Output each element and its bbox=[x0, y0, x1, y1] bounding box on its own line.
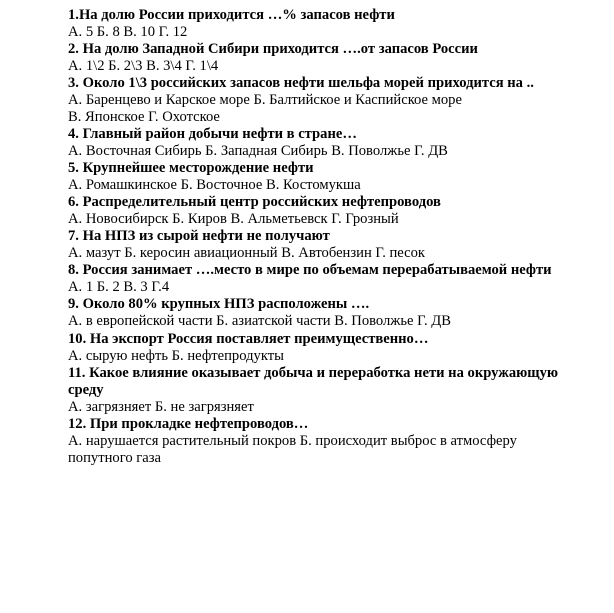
question-9: 9. Около 80% крупных НПЗ расположены …. bbox=[68, 296, 370, 312]
answer-10: А. сырую нефть Б. нефтепродукты bbox=[68, 348, 284, 364]
answer-8: А. 1 Б. 2 В. 3 Г.4 bbox=[68, 279, 170, 295]
question-7: 7. На НПЗ из сырой нефти не получают bbox=[68, 228, 330, 244]
question-5: 5. Крупнейшее месторождение нефти bbox=[68, 160, 314, 176]
answer-3-line-2: В. Японское Г. Охотское bbox=[68, 109, 220, 125]
question-1: 1.На долю России приходится …% запасов нефти bbox=[68, 7, 395, 23]
answer-3-line-1: А. Баренцево и Карское море Б. Балтийское и Каспийское море bbox=[68, 92, 462, 108]
answer-1: А. 5 Б. 8 В. 10 Г. 12 bbox=[68, 24, 188, 40]
answer-12-line-1: А. нарушается растительный покров Б. происходит выброс в атмосферу bbox=[68, 433, 517, 449]
answer-4: А. Восточная Сибирь Б. Западная Сибирь В. Поволжье Г. ДВ bbox=[68, 143, 448, 159]
answer-5: А. Ромашкинское Б. Восточное В. Костомукша bbox=[68, 177, 361, 193]
answer-9: А. в европейской части Б. азиатской части В. Поволжье Г. ДВ bbox=[68, 313, 451, 329]
question-11: 11. Какое влияние оказывает добыча и переработка нети на окружающую bbox=[68, 365, 559, 381]
answer-7: А. мазут Б. керосин авиационный В. Автобензин Г. песок bbox=[68, 245, 426, 261]
question-11-continuation: среду bbox=[68, 382, 104, 398]
answer-2: А. 1\2 Б. 2\3 В. 3\4 Г. 1\4 bbox=[68, 58, 219, 74]
answer-6: А. Новосибирск Б. Киров В. Альметьевск Г. Грозный bbox=[68, 211, 399, 227]
answer-11: А. загрязняет Б. не загрязняет bbox=[68, 399, 254, 415]
answer-12-line-2: попутного газа bbox=[68, 450, 161, 466]
question-10: 10. На экспорт Россия поставляет преимущественно… bbox=[68, 331, 429, 347]
question-2: 2. На долю Западной Сибири приходится ….от запасов России bbox=[68, 41, 478, 57]
question-6: 6. Распределительный центр российских нефтепроводов bbox=[68, 194, 441, 210]
question-3: 3. Около 1\3 российских запасов нефти шельфа морей приходится на .. bbox=[68, 75, 534, 91]
question-8: 8. Россия занимает ….место в мире по объемам перерабатываемой нефти bbox=[68, 262, 552, 278]
question-4: 4. Главный район добычи нефти в стране… bbox=[68, 126, 357, 142]
question-12: 12. При прокладке нефтепроводов… bbox=[68, 416, 309, 432]
